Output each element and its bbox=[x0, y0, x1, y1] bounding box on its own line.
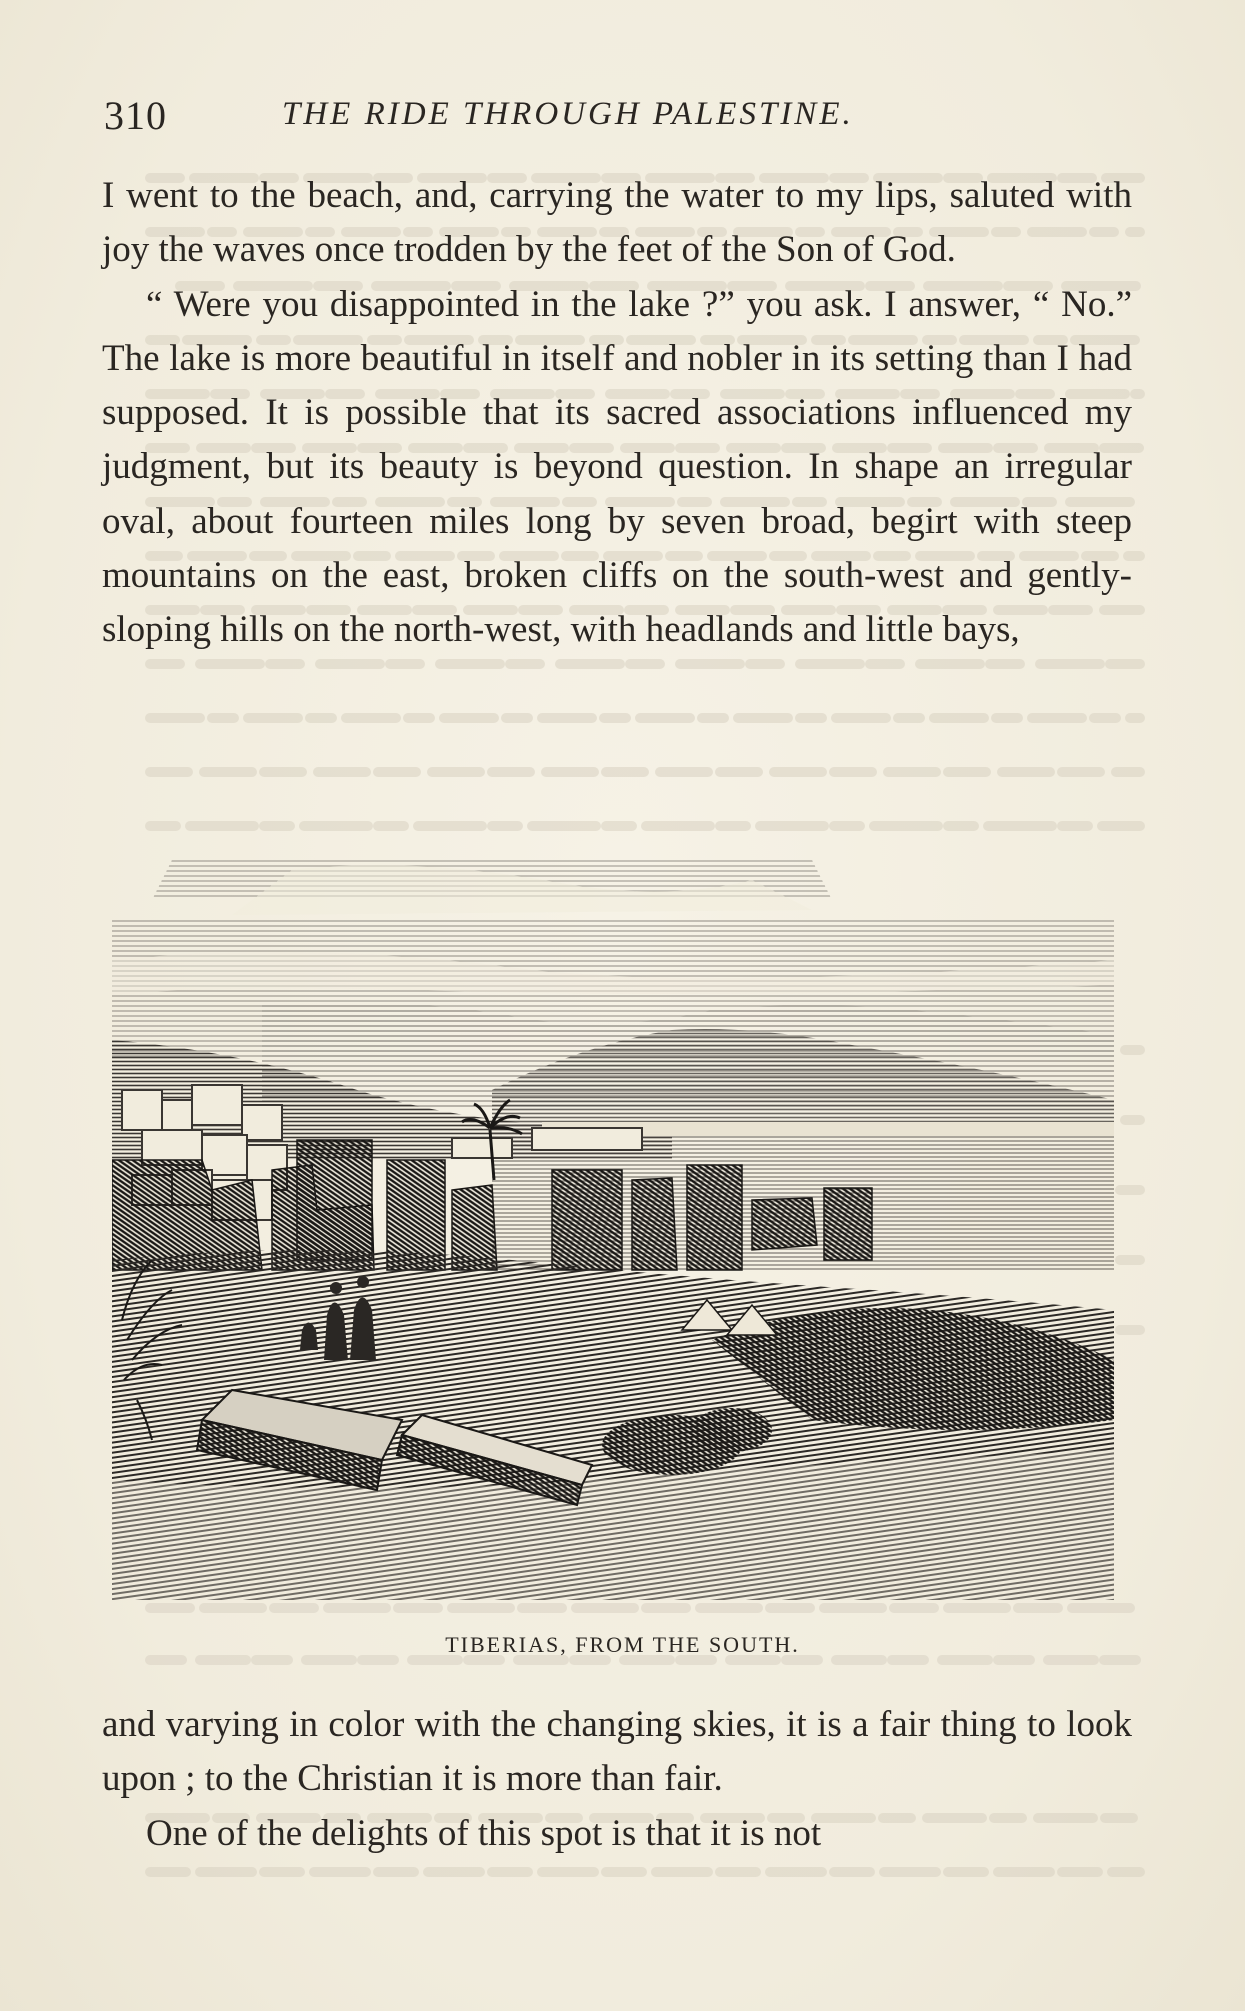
figure-caption: TIBERIAS, FROM THE SOUTH. bbox=[445, 1632, 800, 1657]
paragraph: I went to the beach, and, carrying the water to my lips, saluted with joy the waves once trodden by the feet of the Son of God. bbox=[102, 175, 1132, 271]
body-text-upper bbox=[102, 169, 1132, 658]
page-number: 310 bbox=[104, 93, 167, 138]
paragraph: One of the delights of this spot is that it is not bbox=[146, 1812, 822, 1854]
engraving-illustration bbox=[112, 860, 1114, 1600]
running-header bbox=[104, 92, 1134, 142]
body-text-lower bbox=[102, 1698, 1132, 1861]
paragraph: “ Were you disappointed in the lake ?” you ask. I answer, “ No.” The lake is more beautiful in itself and nobler in its setting than I had supposed. It is possible that its sacred associations influenced my judgment, but its beauty is beyond question. In shape an irregular oval, about fourteen miles long by seven broad, begirt with steep mountains on the east, broken cliffs on the south-west and gently-sloping hills on the north-west, with headlands and little bays, bbox=[102, 283, 1132, 651]
paragraph: and varying in color with the changing skies, it is a fair thing to look upon ; to the Christian it is more than fair. bbox=[102, 1704, 1132, 1800]
running-head-title: THE RIDE THROUGH PALESTINE. bbox=[282, 96, 854, 132]
